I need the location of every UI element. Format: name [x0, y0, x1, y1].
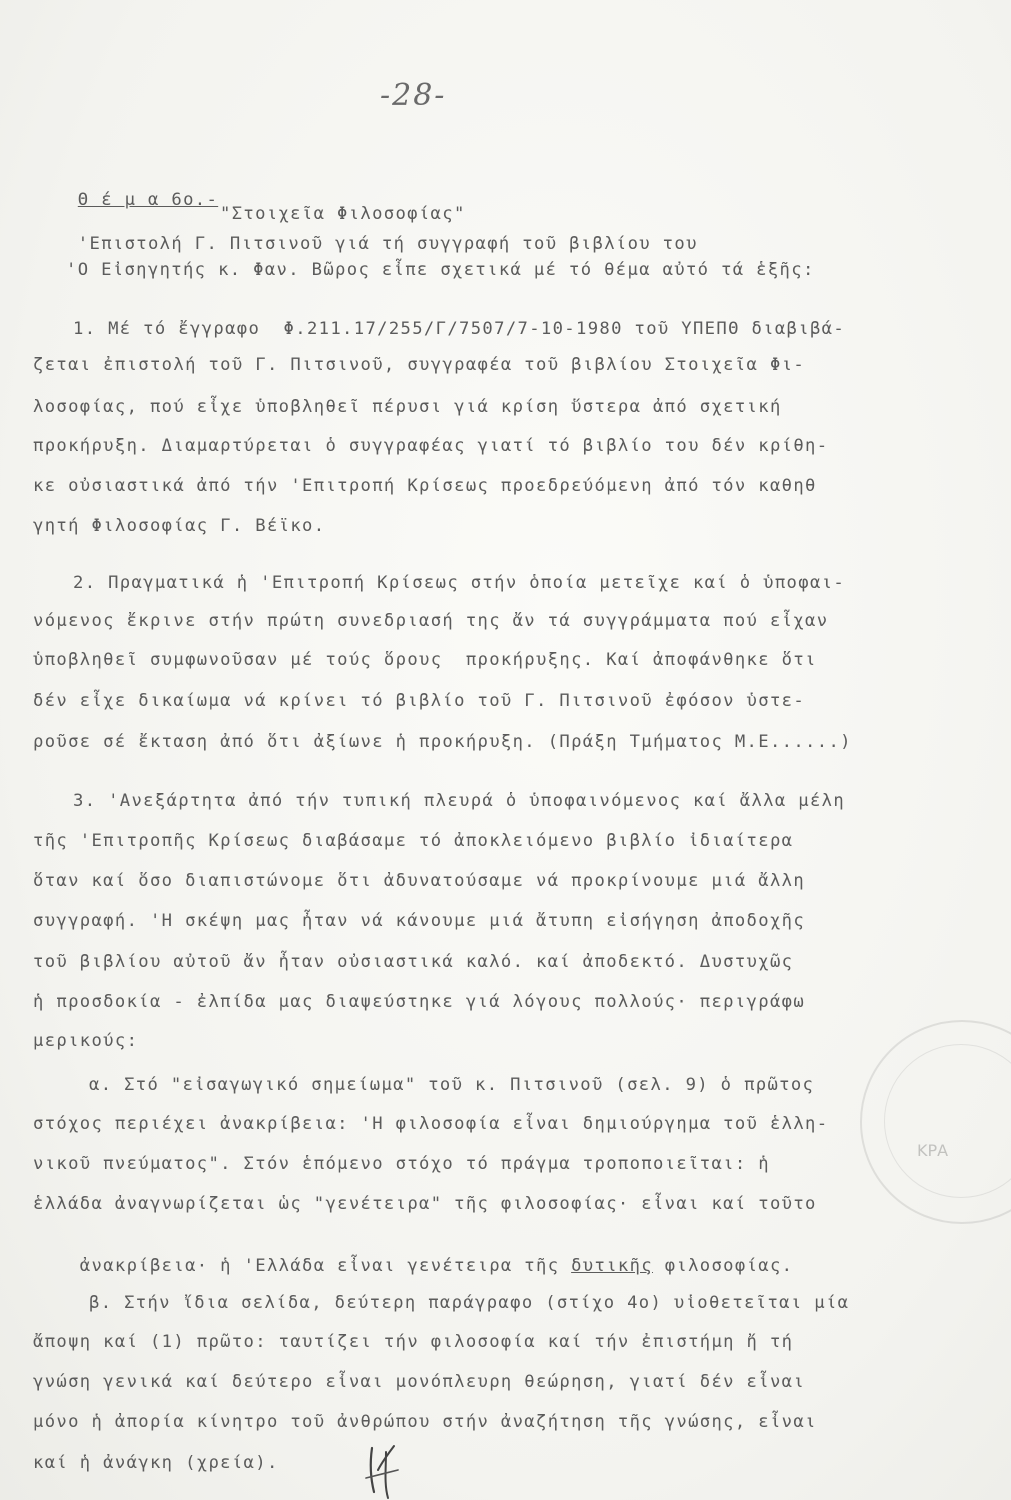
- paragraph-1-line: κε οὐσιαστικά ἀπό τήν 'Επιτροπή Κρίσεως προεδρεύόμενη ἀπό τόν καθηθ: [33, 476, 817, 496]
- item-a-line: στόχος περιέχει ἀνακρίβεια: 'Η φιλοσοφία εἶναι δημιούργημα τοῦ ἑλλη-: [33, 1114, 829, 1134]
- handwritten-signature: [364, 1440, 424, 1500]
- paragraph-3-line: μερικούς:: [33, 1031, 139, 1051]
- item-a-line: α. Στό "εἰσαγωγικό σημείωμα" τοῦ κ. Πιτσινοῦ (σελ. 9) ὁ πρῶτος: [89, 1075, 815, 1095]
- heading-title-line-1: 'Επιστολή Γ. Πιτσινοῦ γιά τή συγγραφή τοῦ βιβλίου του: [77, 234, 698, 254]
- paragraph-1-line: λοσοφίας, πού εἶχε ὑποβληθεῖ πέρυσι γιά κρίση ὕστερα ἀπό σχετική: [33, 397, 782, 417]
- item-b-line: β. Στήν ἴδια σελίδα, δεύτερη παράγραφο (στίχο 4ο) υἱοθετεῖται μία: [89, 1293, 850, 1313]
- paragraph-3-line: ὅταν καί ὅσο διαπιστώνομε ὅτι ἀδυνατούσαμε νά προκρίνουμε μιά ἄλλη: [33, 871, 806, 891]
- paragraph-2-line: ροῦσε σέ ἔκταση ἀπό ὅτι ἀξίωνε ἡ προκήρυξη. (Πράξη Τμήματος Μ.Ε......): [33, 732, 852, 752]
- paragraph-3-line: 3. 'Ανεξάρτητα ἀπό τήν τυπική πλευρά ὁ ὑποφαινόμενος καί ἄλλα μέλη: [73, 791, 846, 811]
- paragraph-1-line: 1. Μέ τό ἔγγραφο Φ.211.17/255/Γ/7507/7-10-1980 τοῦ ΥΠΕΠΘ διαβιβά-: [73, 319, 846, 339]
- item-b-line: καί ἡ ἀνάγκη (χρεία).: [33, 1453, 279, 1473]
- intro-line: 'Ο Εἰσηγητής κ. Φαν. Βῶρος εἶπε σχετικά μέ τό θέμα αὐτό τά ἑξῆς:: [66, 260, 815, 280]
- stamp-inner-ring: [884, 1044, 1011, 1198]
- paragraph-3-line: ἡ προσδοκία - ἐλπίδα μας διαψεύστηκε γιά λόγους πολλούς· περιγράφω: [33, 992, 806, 1012]
- stamp-text: ΚΡΑ: [917, 1141, 949, 1160]
- item-a-line: νικοῦ πνεύματος". Στόν ἑπόμενο στόχο τό πράγμα τροποποιεῖται: ἡ: [33, 1154, 770, 1174]
- paragraph-3-line: τῆς 'Επιτροπῆς Κρίσεως διαβάσαμε τό ἀποκλειόμενο βιβλίο ἰδιαίτερα: [33, 831, 794, 851]
- paragraph-3-line: συγγραφή. 'Η σκέψη μας ἦταν νά κάνουμε μιά ἄτυπη εἰσήγηση ἀποδοχῆς: [33, 911, 806, 931]
- item-b-line: ἄποψη καί (1) πρῶτο: ταυτίζει τήν φιλοσοφία καί τήν ἐπιστήμη ἤ τή: [33, 1332, 794, 1352]
- underlined-word: δυτικῆς: [571, 1256, 653, 1276]
- item-a-line: [33, 1233, 793, 1299]
- paragraph-3-line: τοῦ βιβλίου αὐτοῦ ἄν ἦταν οὐσιαστικά καλό. καί ἀποδεκτό. Δυστυχῶς: [33, 952, 794, 972]
- paragraph-2-line: ὑποβληθεῖ συμφωνοῦσαν μέ τούς ὅρους προκήρυξης. Καί ἀποφάνθηκε ὅτι: [33, 650, 817, 670]
- paragraph-1-line: προκήρυξη. Διαμαρτύρεται ὁ συγγραφέας γιατί τό βιβλίο του δέν κρίθη-: [33, 436, 829, 456]
- paragraph-2-line: δέν εἶχε δικαίωμα νά κρίνει τό βιβλίο τοῦ Γ. Πιτσινοῦ ἐφόσον ὑστε-: [33, 691, 806, 711]
- item-b-line: γνώση γενικά καί δεύτερο εἶναι μονόπλευρη θεώρηση, γιατί δέν εἶναι: [33, 1372, 806, 1392]
- official-stamp: [860, 1020, 1011, 1224]
- paragraph-2-line: 2. Πραγματικά ἡ 'Επιτροπή Κρίσεως στήν ὁποία μετεῖχε καί ὁ ὑποφαι-: [73, 573, 846, 593]
- item-a-line-5-start: ἀνακρίβεια· ἡ 'Ελλάδα εἶναι γενέτειρα τῆς: [79, 1256, 572, 1276]
- paragraph-2-line: νόμενος ἔκρινε στήν πρώτη συνεδριασή της ἄν τά συγγράμματα πού εἶχαν: [33, 611, 829, 631]
- heading-label: Θ έ μ α 6ο.-: [77, 190, 219, 210]
- item-a-line: ἑλλάδα ἀναγνωρίζεται ὡς "γενέτειρα" τῆς φιλοσοφίας· εἶναι καί τοῦτο: [33, 1194, 817, 1214]
- paragraph-1-line: ζεται ἐπιστολή τοῦ Γ. Πιτσινοῦ, συγγραφέα τοῦ βιβλίου Στοιχεῖα Φι-: [33, 355, 806, 375]
- item-b-line: μόνο ἡ ἀπορία κίνητρο τοῦ ἀνθρώπου στήν ἀναζήτηση τῆς γνώσης, εἶναι: [33, 1412, 817, 1432]
- heading-title-line-2: "Στοιχεῖα Φιλοσοφίας": [220, 204, 466, 224]
- item-a-line-5-end: φιλοσοφίας.: [653, 1256, 794, 1276]
- paragraph-1-line: γητή Φιλοσοφίας Γ. Βέϊκο.: [33, 516, 326, 536]
- page-number: -28-: [380, 78, 447, 113]
